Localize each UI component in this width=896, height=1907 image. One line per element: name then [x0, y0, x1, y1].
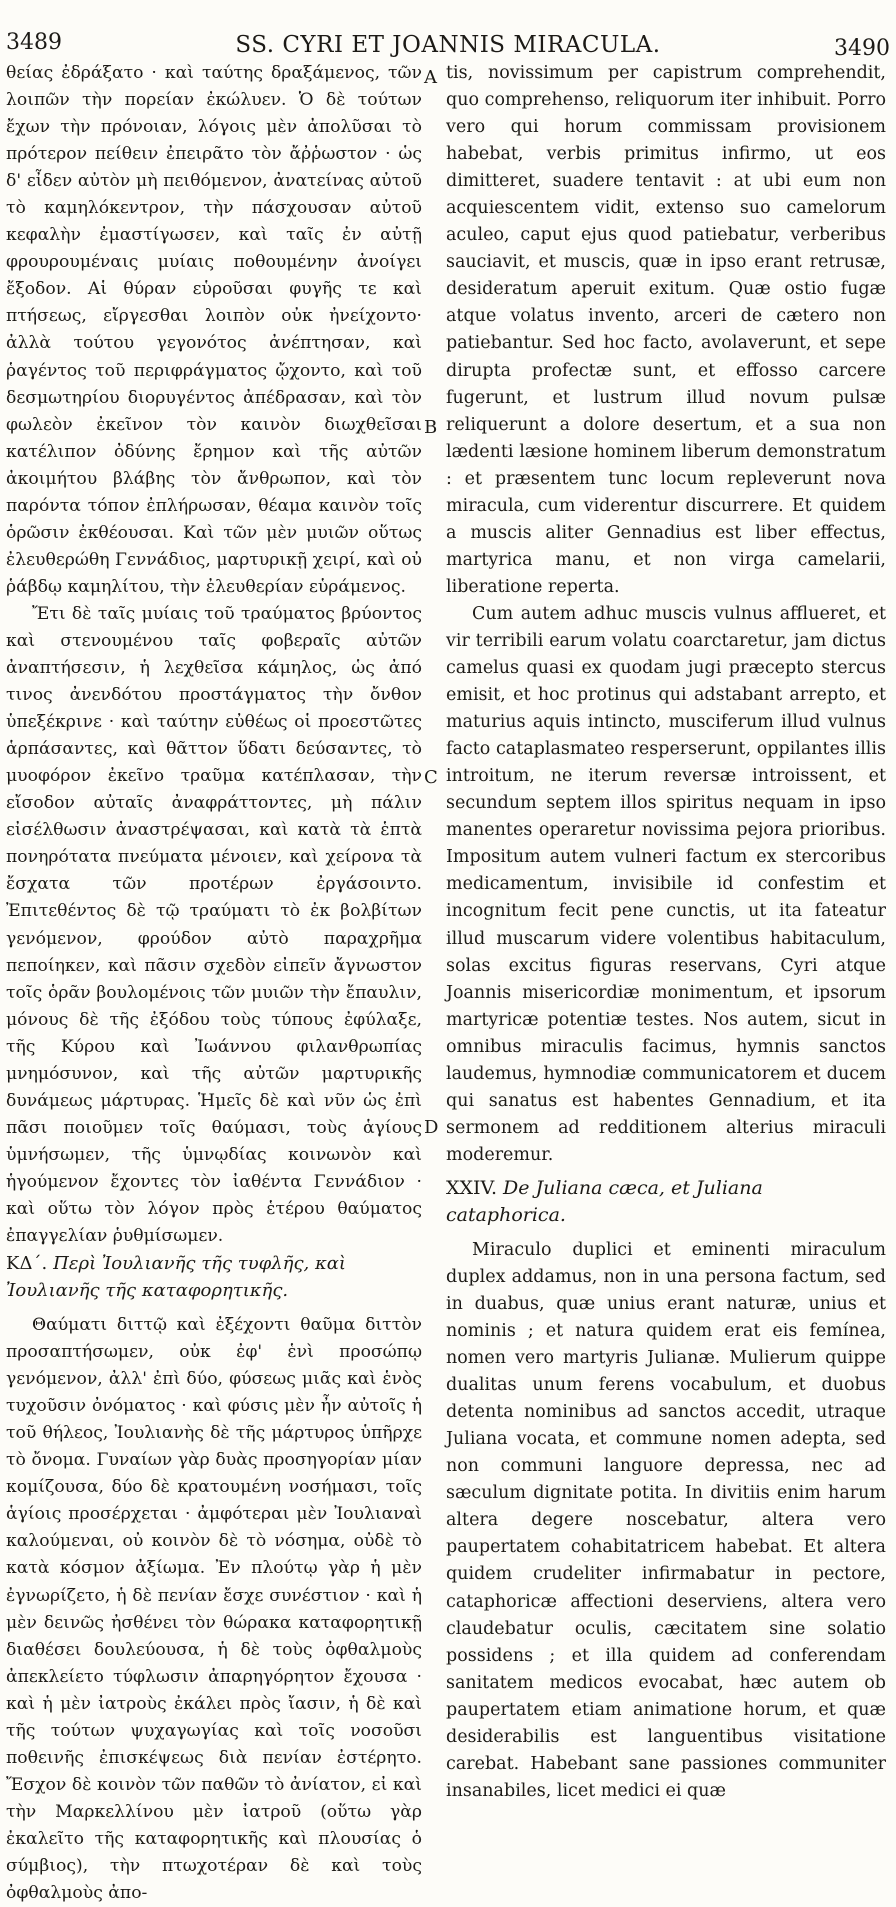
greek-paragraph-3: Θαύματι διττῷ καὶ ἐξέχοντι θαῦμα διττὸν προσαπτήσωμεν, οὐκ ἐφ' ἑνὶ προσώπῳ γενόμενον, ἀλλ' ἐπὶ δύο, φύσεως μιᾶς καὶ ἑνὸς τυχοῦσιν ὀνόματος · καὶ φύσις μὲν ἦν αὐτοῖς ἡ τοῦ θήλεος, Ἰουλιανὴς δὲ τῆς μάρτυρος ὑπῆρχε τὸ ὄνομα. Γυναίων γὰρ δυὰς προσηγορίαν μίαν κομίζουσα, δύο δὲ κρατουμένη νοσήμασι, τοῖς ἁγίοις προσέρχεται · ἀμφότεραι μὲν Ἰουλιαναὶ καλούμεναι, οὐ κοινὸν δὲ τὸ νόσημα, οὐδὲ τὸ κατὰ κόσμον ἀξίωμα. Ἐν πλούτῳ γὰρ ἡ μὲν ἐγνωρίζετο, ἡ δὲ πενίαν ἔσχε συνέστιον · καὶ ἡ μὲν δεινῶς ἠσθένει τὸν θώρακα καταφορητικῇ διαθέσει δουλεύουσα, ἡ δὲ τοὺς ὀφθαλμοὺς ἀπεκλείετο τύφλωσιν ἀπαρηγόρητον ἔχουσα · καὶ ἡ μὲν ἰατροὺς ἐκάλει πρὸς ἴασιν, ἡ δὲ καὶ τῆς τούτων ψυχαγωγίας καὶ τοῖς νοσοῦσι ποθεινῆς ἐπισκέψεως διὰ πενίαν ἐστέρητο. Ἔσχον δὲ κοινὸν τῶν παθῶν τὸ ἀνίατον, εἰ καὶ τὴν Μαρκελλίνου μὲν ἰατροῦ (οὕτω γὰρ ἐκαλεῖτο τῆς καταφορητικῆς καὶ πλουσίας ὁ σύμβιος), τὴν πτωχοτέραν δὲ καὶ τοὺς ὀφθαλμοὺς ἀπο-	[6, 1315, 422, 1904]
latin-paragraph-3: Miraculo duplici et eminenti miraculum duplex addamus, non in una persona factum, sed in duabus, quæ unius erant naturæ, unius et nominis ; et natura quidem erat eis femínea, nomen vero martyris Julianæ. Mulierum quippe dualitas unum ferens vocabulum, et duobus detenta nominibus ad sanctos accedit, utraque Juliana vocata, et commune nomen adepta, sed non communi languore depressa, nec ad sæculum dignitate potita. In divitiis enim harum altera degere noscebatur, altera vero paupertatem cohabitatricem habebat. Et altera quidem crudeliter infirmabatur in pectore, cataphoricæ affectioni deserviens, altera vero claudebatur oculis, cæcitatem sine solatio possidens ; et illa quidem ad conferendam sanitatem medicos evocabat, hæc autem ob paupertatem etiam animatione horum, et quæ desiderabilis est languentibus visitatione carebat. Habebant sane passiones communiter insanabiles, licet medici ei quæ	[446, 1239, 886, 1801]
margin-letter-d: D	[424, 1117, 439, 1138]
latin-chapter-heading	[446, 1175, 886, 1229]
greek-chapter-title: Περὶ Ἰουλιανῆς τῆς τυφλῆς, καὶ Ἰουλιανῆς τῆς καταφορητικῆς.	[6, 1253, 346, 1302]
greek-chapter-number: ΚΔ΄.	[6, 1253, 48, 1275]
latin-chapter-number: XXIV.	[446, 1176, 497, 1199]
greek-paragraph-1: θείας ἐδράξατο · καὶ ταύτης δραξάμενος, τῶν λοιπῶν τὴν πορείαν ἐκώλυεν. Ὁ δὲ τούτων ἔχων τὴν πρόνοιαν, λόγοις μὲν ἀπολῦσαι τὸ πρότερον πείθειν ἐπειρᾶτο τὸν ἄῤῥωστον · ὡς δ' εἶδεν αὐτὸν μὴ πειθόμενον, ἀνατείνας αὐτοῦ τὸ καμηλόκεντρον, τὴν πάσχουσαν αὐτοῦ κεφαλὴν ἐμαστίγωσεν, καὶ ταῖς ἐν αὐτῇ φρουρουμέναις μυίαις ποθουμένην ἀνοίγει ἔξοδον. Αἱ θύραν εὑροῦσαι φυγῆς τε καὶ πτήσεως, εἴργεσθαι λοιπὸν οὐκ ἠνείχοντο· ἀλλὰ τούτου γεγονότος ἀνέπτησαν, καὶ ῥαγέντος τοῦ περιφράγματος ᾤχοντο, καὶ τοῦ δεσμωτηρίου διορυγέντος ἀπέδρασαν, καὶ τὸν φωλεὸν ἐκεῖνον τὸν καινὸν διωχθεῖσαι κατέλιπον ὀδύνης ἔρημον καὶ τῆς αὐτῶν ἀκοιμήτου βλάβης τὸν ἄνθρωπον, καὶ τὸν παρόντα τόπον ἐπλήρωσαν, θέαμα καινὸν τοῖς ὁρῶσιν ἐκθέουσαι. Καὶ τῶν μὲν μυιῶν οὕτως ἐλευθερώθη Γεννάδιος, μαρτυρικῇ χειρί, καὶ οὐ ῥάβδῳ καμηλίτου, τὴν ἐλευθερίαν εὑράμενος.	[6, 63, 422, 597]
margin-letter-a: A	[424, 67, 437, 88]
latin-chapter-title: De Juliana cæca, et Juliana cataphorica.	[446, 1176, 763, 1226]
greek-paragraph-2: Ἔτι δὲ ταῖς μυίαις τοῦ τραύματος βρύοντος καὶ στενουμένου ταῖς φοβεραῖς αὐτῶν ἀναπτήσεσιν, ἡ λεχθεῖσα κάμηλος, ὡς ἀπό τινος ἀνενδότου προστάγματος τὴν ὄνθον ὑπεξέκρινε · καὶ ταύτην εὐθέως οἱ προεστῶτες ἁρπάσαντες, καὶ θᾶττον ὕδατι δεύσαντες, τὸ μυοφόρον ἐκεῖνο τραῦμα κατέπλασαν, τὴν εἴσοδον αὐταῖς ἀναφράττοντες, μὴ πάλιν εἰσέλθωσιν ἀναστρέψασαι, καὶ κατὰ τὰ ἑπτὰ πονηρότατα πνεύματα μένοιεν, καὶ χείρονα τὰ ἔσχατα τῶν προτέρων ἐργάσοιντο. Ἐπιτεθέντος δὲ τῷ τραύματι τὸ ἐκ βολβίτων γενόμενον, φρούδον αὐτὸ παραχρῆμα πεποίηκεν, καὶ πᾶσιν σχεδὸν εἰπεῖν ἄγνωστον τοῖς ὁρᾶν βουλομένοις τῶν μυιῶν τὴν ἔπαυλιν, μόνους δὲ τῆς ἐξόδου τοὺς τύπους ἐφύλαξε, τῆς Κύρου καὶ Ἰωάννου φιλανθρωπίας μνημόσυνον, καὶ τῆς αὐτῶν μαρτυρικῆς δυνάμεως μάρτυρας. Ἡμεῖς δὲ καὶ νῦν ὡς ἐπὶ πᾶσι ποιοῦμεν τοῖς θαύμασι, τοὺς ἁγίους ὑμνήσωμεν, τῆς ὑμνῳδίας κοινωνὸν καὶ ἡγούμενον ἔχοντες τὸν ἰαθέντα Γεννάδιον · καὶ οὕτω τὸν λόγον πρὸς ἑτέρου θαύματος ἐπαγγελίαν ῥυθμίσωμεν.	[6, 603, 422, 1247]
greek-column	[6, 60, 422, 1904]
margin-letter-b: B	[424, 417, 438, 438]
running-title: SS. CYRI ET JOANNIS MIRACULA.	[235, 32, 661, 58]
page-header	[0, 0, 896, 61]
latin-paragraph-2: Cum autem adhuc muscis vulnus afflueret, et vir terribili earum volatu coarctaretur, jam dictus camelus quasi ex quodam jugi præcepto stercus emisit, et hoc protinus qui adstabant arrepto, et maturius aquis intincto, musciferum illud vulnus facto cataplasmateo resperserunt, oppilantes illis introitum, ne iterum reversæ introissent, et secundum septem illos spiritus nequam in ipso manentes operaretur novissima pejora prioribus. Impositum autem vulneri factum ex stercoribus medicamentum, invisibile id confestim et incognitum fecit pene cunctis, ut ita fateatur illud muscarum videre volentibus habitaculum, solas excitus figuras reservans, Cyri atque Joannis misericordiæ monimentum, et ipsorum martyricæ potentiæ testes. Nos autem, sicut in omnibus miraculis facimus, hymnis sanctos laudemus, hymnodiæ communicatorem et ducem qui sanatus est habentes Gennadium, et ita sermonem ad redditionem alterius miraculi moderemur.	[446, 603, 886, 1165]
margin-letter-c: C	[424, 767, 438, 788]
page-number-right: 3490	[834, 36, 890, 61]
page-number-left: 3489	[6, 30, 62, 55]
greek-chapter-heading	[6, 1250, 422, 1304]
latin-paragraph-1: tis, novissimum per capistrum comprehendit, quo comprehenso, reliquorum iter inhibuit. Porro vero qui horum commissam provisionem habebat, verbis primitus infirmo, ut eos dimitteret, suadere tentavit : at ubi eum non acquiescentem vidit, extenso suo camelorum aculeo, caput ejus quod patiebatur, verberibus sauciavit, et muscis, quæ in ipso erant retrusæ, desideratum aperuit exitum. Quæ ostio fugæ atque volatus invento, arceri de cætero non patiebantur. Sed hoc facto, avolaverunt, et sepe dirupta profectæ sunt, et effosso carcere fugerunt, et lustrum illud novum pulsæ reliquerunt a dolore desertum, et a sua non lædenti læsione hominem liberum demonstratum : et præsentem tunc locum repleverunt nova miracula, cum viderentur discurrere. Et quidem a muscis aliter Gennadius est liber effectus, martyrica manu, et non virga camelarii, liberatione reperta.	[446, 63, 886, 597]
latin-column	[446, 60, 886, 1801]
